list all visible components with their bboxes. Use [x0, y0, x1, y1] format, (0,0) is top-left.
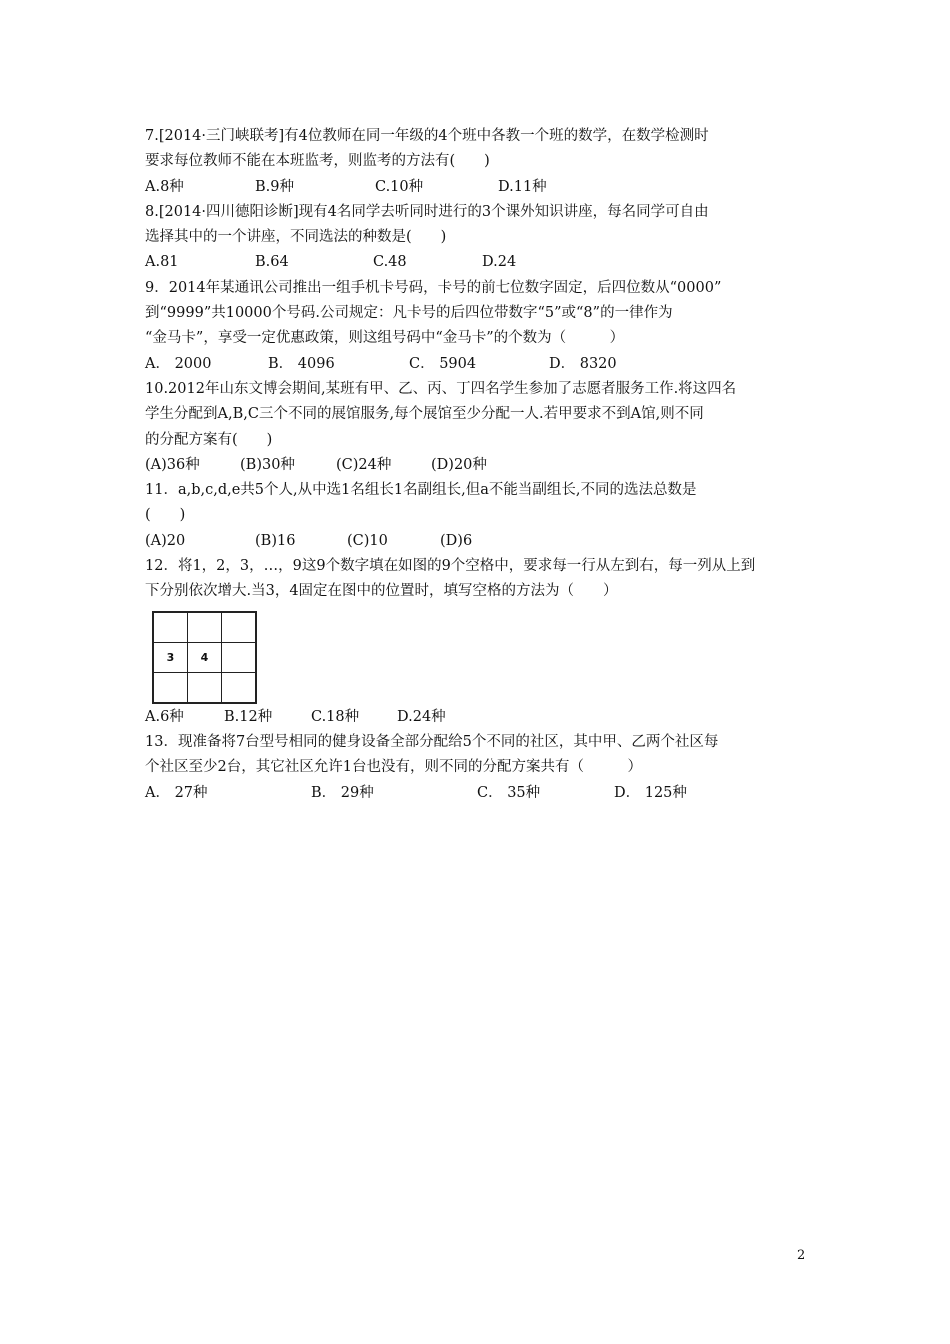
option-c: (C)24种 [336, 456, 392, 473]
answer-options [145, 529, 815, 554]
grid-cell [188, 672, 222, 703]
option-c: C.48 [373, 254, 407, 271]
grid-cell: 3 [153, 642, 188, 672]
grid-cell [153, 672, 188, 703]
option-d: D.11种 [498, 178, 547, 195]
question-text: 的分配方案有( ) [145, 431, 273, 448]
question-list [145, 124, 815, 806]
question-text: 11．a,b,c,d,e共5个人,从中选1名组长1名副组长,但a不能当副组长,不同的选法总数是 [145, 482, 697, 499]
option-a: A． 27种 [145, 784, 208, 801]
question-text: 要求每位教师不能在本班监考，则监考的方法有( ) [145, 153, 490, 170]
option-d: (D)20种 [431, 456, 487, 473]
option-b: B.12种 [224, 708, 273, 725]
question-text: 个社区至少2台，其它社区允许1台也没有，则不同的分配方案共有（ ） [145, 759, 642, 776]
question-text: 下分别依次增大.当3，4固定在图中的位置时，填写空格的方法为（ ） [145, 583, 618, 600]
option-d: D． 125种 [614, 784, 687, 801]
option-a: A.6种 [145, 708, 184, 725]
answer-options [145, 175, 815, 200]
question-text: “金马卡”，享受一定优惠政策，则这组号码中“金马卡”的个数为（ ） [145, 330, 625, 347]
option-c: C.10种 [375, 178, 424, 195]
question-text: ( ) [145, 507, 186, 524]
question-text: 9．2014年某通讯公司推出一组手机卡号码，卡号的前七位数字固定，后四位数从“0000” [145, 279, 722, 296]
option-a: A.81 [145, 254, 179, 271]
answer-options [145, 705, 815, 730]
option-a: A． 2000 [145, 355, 212, 372]
option-b: B． 4096 [268, 355, 335, 372]
question-text: 7.[2014·三门峡联考]有4位教师在同一年级的4个班中各教一个班的数学，在数学检测时 [145, 128, 709, 144]
option-b: (B)30种 [240, 456, 295, 473]
option-a: (A)36种 [145, 456, 200, 473]
question-text: 8.[2014·四川德阳诊断]现有4名同学去听同时进行的3个课外知识讲座，每名同学可自由 [145, 203, 709, 220]
question-12 [145, 554, 815, 730]
question-text: 学生分配到A,B,C三个不同的展馆服务,每个展馆至少分配一人.若甲要求不到A馆,则不同 [145, 406, 704, 423]
question-10 [145, 377, 815, 478]
option-b: B． 29种 [311, 784, 374, 801]
option-b: B.9种 [255, 178, 294, 195]
option-c: (C)10 [347, 532, 388, 549]
grid-cell [188, 612, 222, 643]
option-b: B.64 [255, 254, 289, 271]
question-8 [145, 200, 815, 276]
question-text: 13．现准备将7台型号相同的健身设备全部分配给5个不同的社区，其中甲、乙两个社区每 [145, 733, 719, 750]
answer-options [145, 781, 815, 806]
option-d: (D)6 [440, 532, 473, 549]
question-text: 选择其中的一个讲座，不同选法的种数是( ) [145, 229, 447, 246]
number-grid [152, 611, 257, 704]
question-text: 到“9999”共10000个号码.公司规定：凡卡号的后四位带数字“5”或“8”的一律作为 [145, 305, 673, 322]
option-c: C． 5904 [409, 355, 477, 372]
question-text: 12．将1，2，3，…，9这9个数字填在如图的9个空格中，要求每一行从左到右，每一列从上到 [145, 558, 756, 575]
answer-options [145, 352, 815, 377]
option-a: A.8种 [145, 178, 184, 195]
option-b: (B)16 [255, 532, 296, 549]
question-11 [145, 478, 815, 554]
question-13 [145, 730, 815, 806]
page-number: 2 [797, 1248, 806, 1263]
option-d: D.24 [482, 254, 517, 271]
grid-cell [222, 642, 257, 672]
option-d: D.24种 [397, 708, 446, 725]
question-text: 10.2012年山东文博会期间,某班有甲、乙、丙、丁四名学生参加了志愿者服务工作.将这四名 [145, 380, 737, 397]
answer-options [145, 453, 815, 478]
option-d: D． 8320 [549, 355, 617, 372]
option-a: (A)20 [145, 532, 186, 549]
grid-cell [222, 672, 257, 703]
answer-options [145, 250, 815, 275]
grid-cell: 4 [188, 642, 222, 672]
option-c: C.18种 [311, 708, 360, 725]
grid-cell [222, 612, 257, 643]
grid-cell [153, 612, 188, 643]
option-c: C． 35种 [477, 784, 541, 801]
question-7 [145, 124, 815, 200]
question-9 [145, 276, 815, 377]
number-grid-figure [152, 611, 259, 705]
